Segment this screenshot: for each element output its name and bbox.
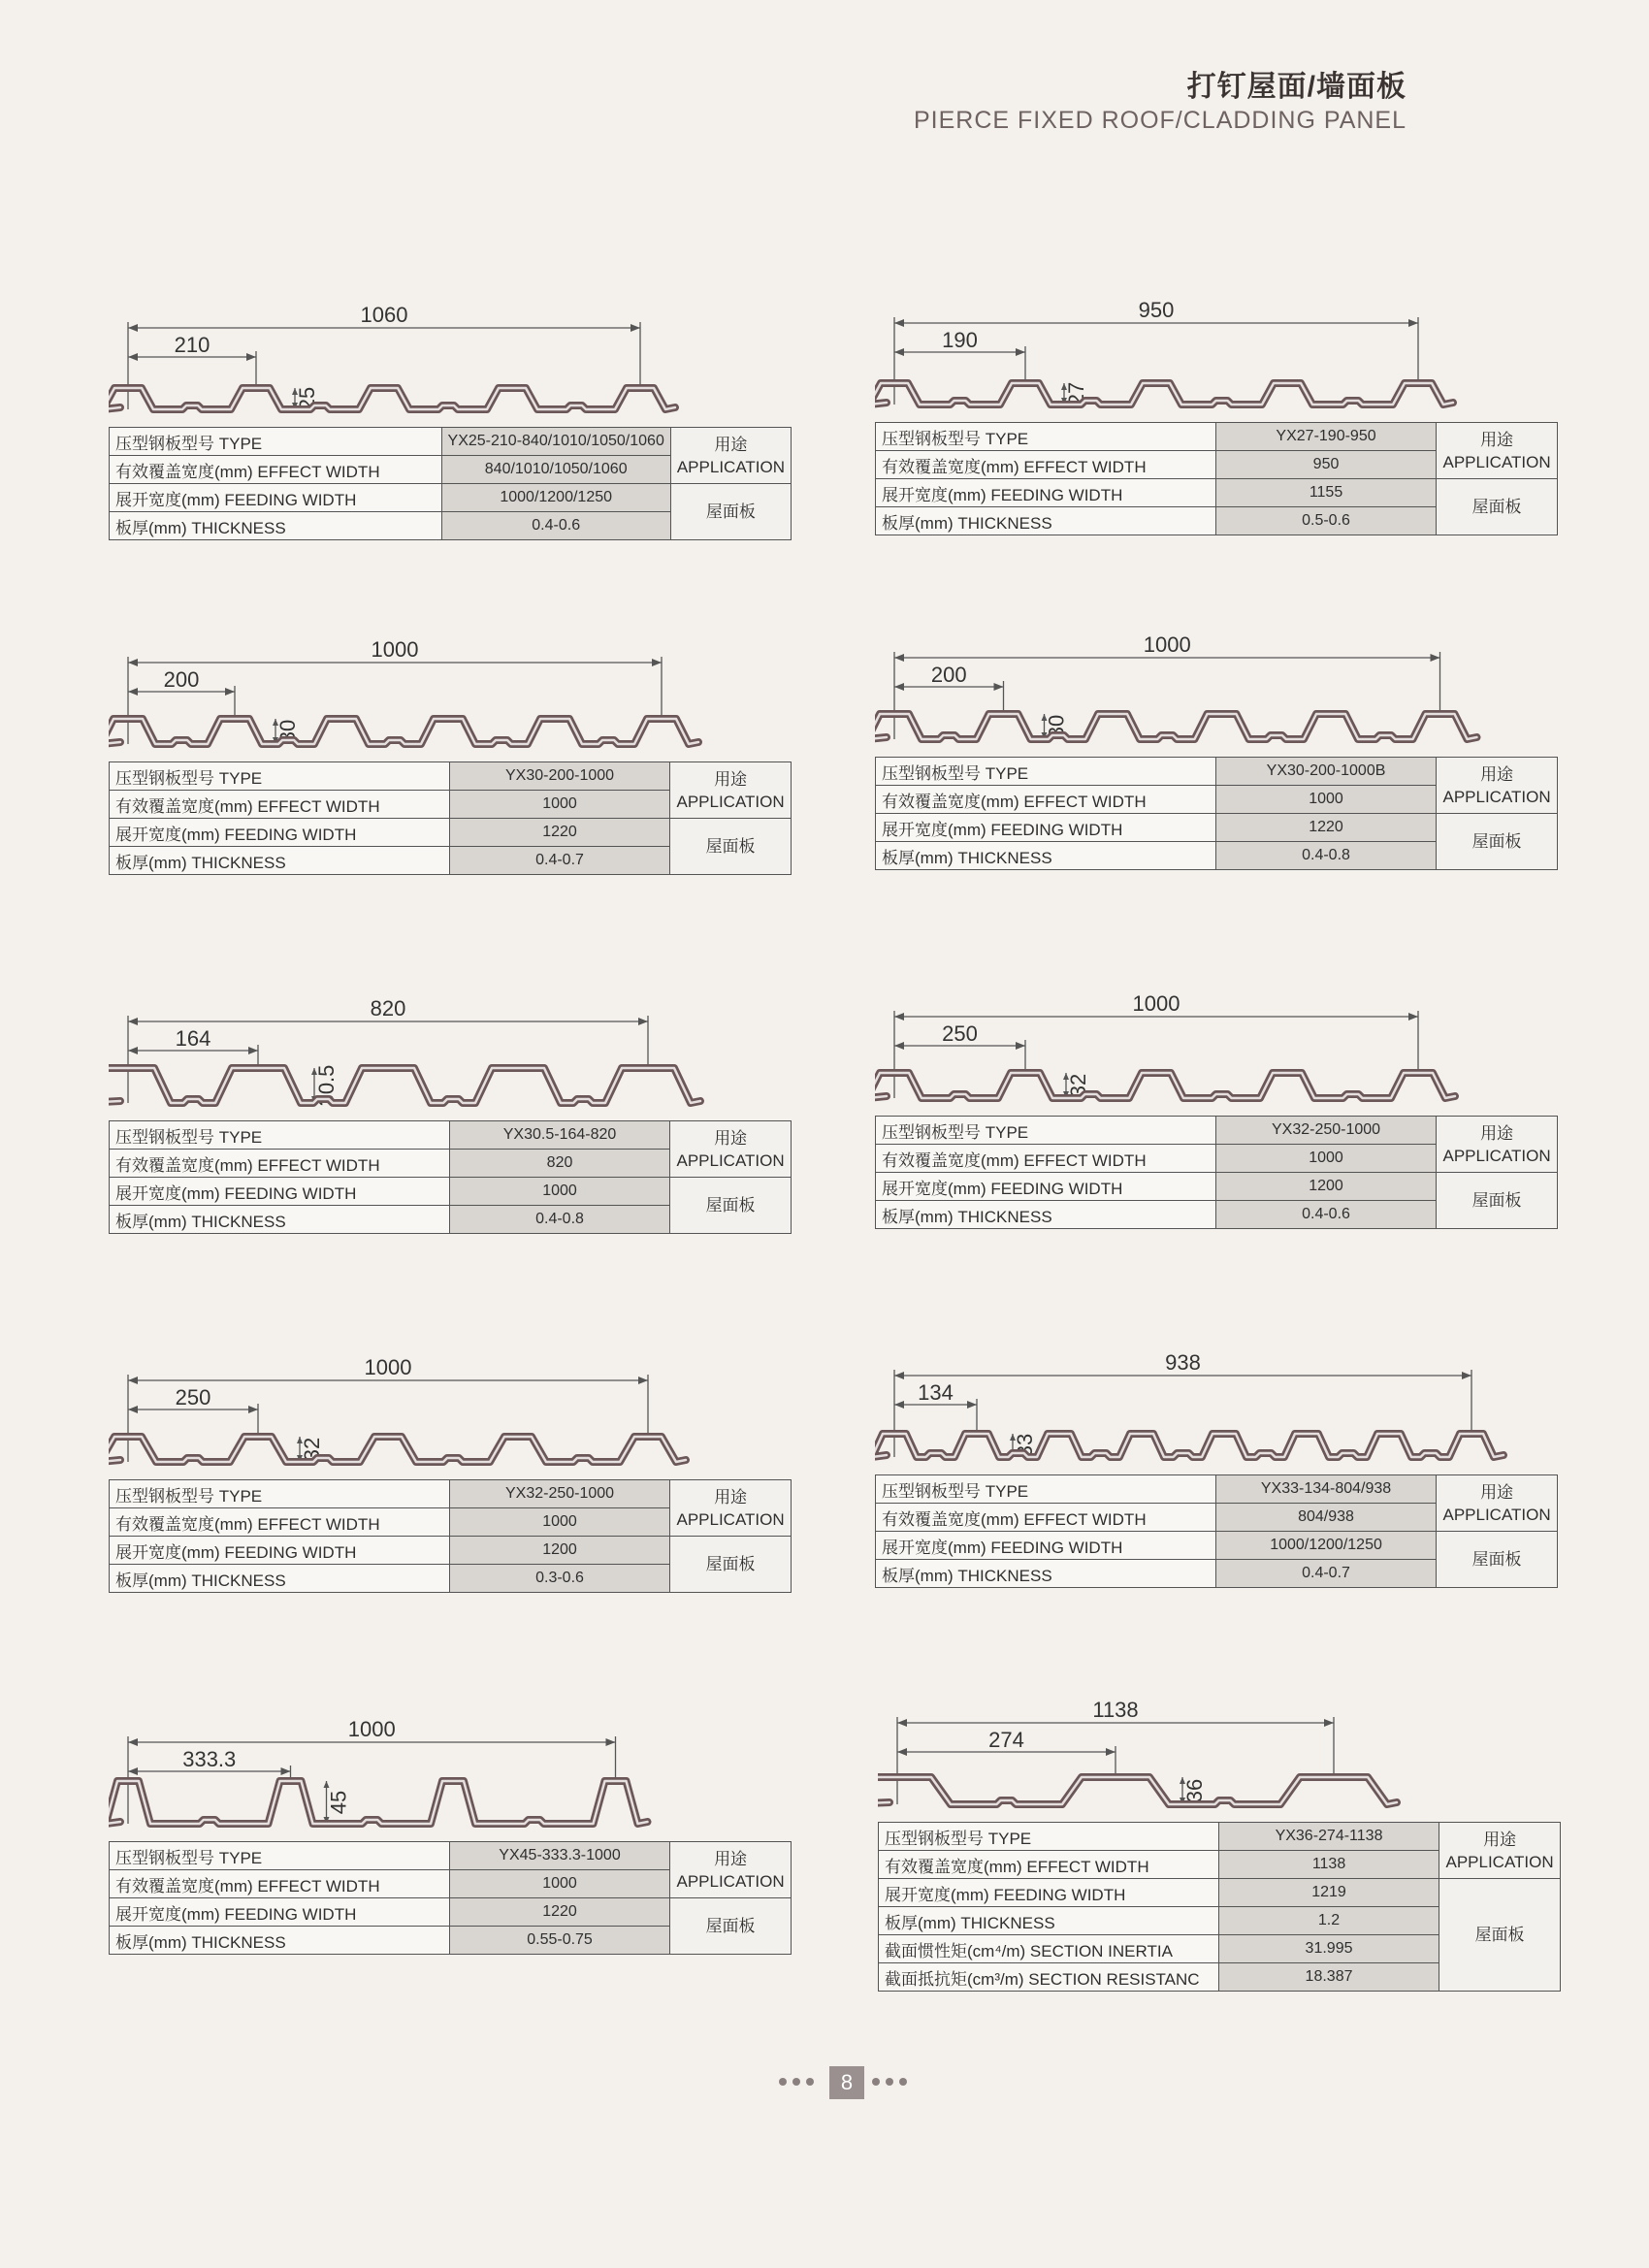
spec-value-effect: 1000 bbox=[449, 791, 669, 819]
spec-label-effect: 有效覆盖宽度(mm) EFFECT WIDTH bbox=[876, 1145, 1216, 1173]
application-value: 屋面板 bbox=[670, 819, 792, 875]
spec-value-feeding: 1000/1200/1250 bbox=[441, 484, 670, 512]
pitch-label: 274 bbox=[988, 1728, 1024, 1752]
spec-label-type: 压型钢板型号 TYPE bbox=[879, 1823, 1219, 1851]
spec-table bbox=[875, 757, 1558, 870]
height-label: 33 bbox=[1013, 1433, 1037, 1458]
spec-value-thickness: 0.4-0.7 bbox=[449, 847, 669, 875]
page-indicator bbox=[776, 2066, 912, 2099]
panel-spec-5 bbox=[109, 994, 797, 1234]
total-width-label: 1138 bbox=[1092, 1698, 1139, 1722]
pitch-label: 200 bbox=[163, 667, 200, 692]
spec-label-feeding: 展开宽度(mm) FEEDING WIDTH bbox=[110, 1898, 450, 1927]
spec-value-thickness: 1.2 bbox=[1218, 1907, 1439, 1935]
spec-label-feeding: 展开宽度(mm) FEEDING WIDTH bbox=[110, 819, 450, 847]
spec-row-feeding bbox=[110, 484, 792, 512]
application-label-cn: 用途 bbox=[714, 435, 748, 454]
spec-value-feeding: 1220 bbox=[1215, 814, 1436, 842]
spec-value-effect: 1138 bbox=[1218, 1851, 1439, 1879]
profile-drawing bbox=[875, 1348, 1564, 1474]
height-label: 25 bbox=[295, 386, 319, 411]
spec-table bbox=[109, 1841, 792, 1955]
panel-profile bbox=[878, 1777, 1397, 1804]
spec-row-feeding bbox=[876, 814, 1558, 842]
application-label-cn: 用途 bbox=[1480, 430, 1514, 449]
spec-label-thickness: 板厚(mm) THICKNESS bbox=[879, 1907, 1219, 1935]
spec-table bbox=[875, 1116, 1558, 1229]
panel-spec-1 bbox=[109, 301, 797, 540]
application-label-cn: 用途 bbox=[714, 769, 748, 789]
spec-row-type bbox=[876, 758, 1558, 786]
spec-value-effect: 1000 bbox=[1215, 1145, 1436, 1173]
profile-drawing bbox=[875, 296, 1564, 422]
spec-value-effect: 840/1010/1050/1060 bbox=[441, 456, 670, 484]
right-dots bbox=[869, 2078, 910, 2086]
application-label-cn: 用途 bbox=[1480, 1123, 1514, 1143]
application-value: 屋面板 bbox=[670, 1178, 792, 1234]
total-width-label: 1000 bbox=[371, 637, 419, 662]
spec-row-type bbox=[110, 762, 792, 791]
spec-label-type: 压型钢板型号 TYPE bbox=[110, 1480, 450, 1508]
spec-value-effect: 950 bbox=[1215, 451, 1436, 479]
application-value: 屋面板 bbox=[670, 1898, 792, 1955]
spec-label-type: 压型钢板型号 TYPE bbox=[876, 758, 1216, 786]
application-label-cn: 用途 bbox=[714, 1849, 748, 1868]
panel-profile bbox=[109, 1781, 648, 1824]
profile-drawing bbox=[109, 301, 797, 427]
spec-label-thickness: 板厚(mm) THICKNESS bbox=[876, 842, 1216, 870]
spec-value-type: YX30.5-164-820 bbox=[449, 1121, 669, 1150]
pitch-label: 333.3 bbox=[182, 1747, 237, 1771]
spec-label-type: 压型钢板型号 TYPE bbox=[110, 762, 450, 791]
spec-label-type: 压型钢板型号 TYPE bbox=[110, 1121, 450, 1150]
total-width-label: 1060 bbox=[360, 303, 408, 327]
spec-value-type: YX33-134-804/938 bbox=[1215, 1475, 1436, 1504]
panel-spec-4 bbox=[875, 631, 1564, 870]
spec-label-feeding: 展开宽度(mm) FEEDING WIDTH bbox=[110, 484, 442, 512]
total-dimension-line bbox=[894, 1370, 1471, 1457]
spec-label-feeding: 展开宽度(mm) FEEDING WIDTH bbox=[110, 1537, 450, 1565]
spec-label-thickness: 板厚(mm) THICKNESS bbox=[110, 1206, 450, 1234]
application-header bbox=[670, 762, 792, 819]
page-title-en: PIERCE FIXED ROOF/CLADDING PANEL bbox=[913, 107, 1406, 134]
panel-spec-9 bbox=[109, 1715, 797, 1955]
spec-label-effect: 有效覆盖宽度(mm) EFFECT WIDTH bbox=[110, 791, 450, 819]
spec-label-type: 压型钢板型号 TYPE bbox=[876, 423, 1216, 451]
spec-value-thickness: 0.4-0.6 bbox=[1215, 1201, 1436, 1229]
panel-spec-8 bbox=[875, 1348, 1564, 1588]
height-label: 30 bbox=[1044, 714, 1069, 739]
application-label-en: APPLICATION bbox=[676, 1150, 785, 1170]
spec-label-type: 压型钢板型号 TYPE bbox=[876, 1117, 1216, 1145]
spec-label-effect: 有效覆盖宽度(mm) EFFECT WIDTH bbox=[876, 1504, 1216, 1532]
spec-row-feeding bbox=[110, 1178, 792, 1206]
spec-label-thickness: 板厚(mm) THICKNESS bbox=[876, 507, 1216, 535]
spec-label-feeding: 展开宽度(mm) FEEDING WIDTH bbox=[876, 1532, 1216, 1560]
panel-spec-2 bbox=[875, 296, 1564, 535]
spec-value-feeding: 1000/1200/1250 bbox=[1215, 1532, 1436, 1560]
height-label: 32 bbox=[300, 1437, 324, 1462]
spec-table bbox=[875, 422, 1558, 535]
spec-label-resist: 截面抵抗矩(cm³/m) SECTION RESISTANC bbox=[879, 1963, 1219, 1992]
application-label-cn: 用途 bbox=[1480, 764, 1514, 784]
spec-label-thickness: 板厚(mm) THICKNESS bbox=[110, 1565, 450, 1593]
application-label-en: APPLICATION bbox=[676, 792, 785, 811]
height-label: 36 bbox=[1182, 1778, 1207, 1803]
spec-value-type: YX32-250-1000 bbox=[449, 1480, 669, 1508]
spec-value-feeding: 1200 bbox=[449, 1537, 669, 1565]
profile-drawing bbox=[109, 994, 797, 1120]
left-dots bbox=[776, 2078, 817, 2086]
total-width-label: 1000 bbox=[347, 1717, 396, 1741]
height-label: 27 bbox=[1064, 381, 1088, 406]
application-label-en: APPLICATION bbox=[1442, 452, 1551, 471]
total-width-label: 950 bbox=[1138, 298, 1175, 322]
height-label: 32 bbox=[1066, 1073, 1090, 1098]
application-label-en: APPLICATION bbox=[676, 457, 785, 476]
spec-label-type: 压型钢板型号 TYPE bbox=[876, 1475, 1216, 1504]
profile-drawing bbox=[878, 1696, 1567, 1822]
application-header bbox=[1439, 1823, 1561, 1879]
spec-label-feeding: 展开宽度(mm) FEEDING WIDTH bbox=[110, 1178, 450, 1206]
spec-label-feeding: 展开宽度(mm) FEEDING WIDTH bbox=[876, 479, 1216, 507]
spec-row-type bbox=[879, 1823, 1561, 1851]
page-title-cn: 打钉屋面/墙面板 bbox=[1186, 71, 1406, 103]
spec-value-effect: 804/938 bbox=[1215, 1504, 1436, 1532]
application-label-cn: 用途 bbox=[1483, 1830, 1517, 1849]
spec-value-type: YX30-200-1000B bbox=[1215, 758, 1436, 786]
profile-drawing bbox=[875, 631, 1564, 757]
application-value: 屋面板 bbox=[1437, 479, 1558, 535]
spec-value-feeding: 1155 bbox=[1215, 479, 1436, 507]
spec-row-feeding bbox=[110, 1537, 792, 1565]
spec-label-effect: 有效覆盖宽度(mm) EFFECT WIDTH bbox=[876, 451, 1216, 479]
spec-value-type: YX32-250-1000 bbox=[1215, 1117, 1436, 1145]
profile-drawing bbox=[109, 1353, 797, 1479]
application-label-en: APPLICATION bbox=[676, 1509, 785, 1529]
spec-value-thickness: 0.4-0.6 bbox=[441, 512, 670, 540]
profile-drawing bbox=[109, 635, 797, 761]
pitch-label: 134 bbox=[918, 1380, 954, 1405]
application-header bbox=[1437, 758, 1558, 814]
page-number: 8 bbox=[829, 2066, 864, 2099]
spec-row-type bbox=[110, 1121, 792, 1150]
spec-label-effect: 有效覆盖宽度(mm) EFFECT WIDTH bbox=[110, 1870, 450, 1898]
spec-value-thickness: 0.4-0.8 bbox=[449, 1206, 669, 1234]
application-value: 屋面板 bbox=[1437, 1532, 1558, 1588]
pitch-label: 200 bbox=[930, 663, 967, 687]
total-width-label: 1000 bbox=[1143, 632, 1191, 657]
spec-value-type: YX27-190-950 bbox=[1215, 423, 1436, 451]
application-value: 屋面板 bbox=[1439, 1879, 1561, 1992]
application-header bbox=[1437, 1475, 1558, 1532]
spec-label-thickness: 板厚(mm) THICKNESS bbox=[876, 1201, 1216, 1229]
application-value: 屋面板 bbox=[670, 1537, 792, 1593]
application-value: 屋面板 bbox=[1437, 1173, 1558, 1229]
height-label: 45 bbox=[326, 1790, 351, 1815]
panel-spec-3 bbox=[109, 635, 797, 875]
application-label-en: APPLICATION bbox=[1442, 1146, 1551, 1165]
spec-table bbox=[109, 427, 792, 540]
total-width-label: 820 bbox=[370, 996, 406, 1021]
spec-value-feeding: 1000 bbox=[449, 1178, 669, 1206]
spec-row-type bbox=[876, 1475, 1558, 1504]
spec-row-type bbox=[110, 1480, 792, 1508]
spec-row-feeding bbox=[876, 1532, 1558, 1560]
application-label-en: APPLICATION bbox=[1442, 1505, 1551, 1524]
spec-label-thickness: 板厚(mm) THICKNESS bbox=[110, 512, 442, 540]
height-label: 30.5 bbox=[314, 1064, 339, 1107]
spec-table bbox=[109, 761, 792, 875]
spec-value-effect: 1000 bbox=[449, 1508, 669, 1537]
spec-value-feeding: 1200 bbox=[1215, 1173, 1436, 1201]
application-header bbox=[670, 1480, 792, 1537]
spec-value-type: YX36-274-1138 bbox=[1218, 1823, 1439, 1851]
spec-value-thickness: 0.4-0.8 bbox=[1215, 842, 1436, 870]
total-dimension-line bbox=[128, 657, 662, 744]
spec-row-type bbox=[876, 423, 1558, 451]
spec-label-thickness: 板厚(mm) THICKNESS bbox=[110, 847, 450, 875]
total-width-label: 1000 bbox=[1132, 991, 1180, 1016]
spec-row-feeding bbox=[876, 1173, 1558, 1201]
spec-label-type: 压型钢板型号 TYPE bbox=[110, 1842, 450, 1870]
spec-value-thickness: 0.3-0.6 bbox=[449, 1565, 669, 1593]
spec-label-feeding: 展开宽度(mm) FEEDING WIDTH bbox=[876, 814, 1216, 842]
spec-label-thickness: 板厚(mm) THICKNESS bbox=[876, 1560, 1216, 1588]
pitch-label: 164 bbox=[175, 1026, 211, 1051]
application-label-en: APPLICATION bbox=[1442, 787, 1551, 806]
spec-table bbox=[109, 1479, 792, 1593]
application-label-cn: 用途 bbox=[714, 1487, 748, 1507]
application-header bbox=[670, 428, 791, 484]
spec-label-effect: 有效覆盖宽度(mm) EFFECT WIDTH bbox=[110, 456, 442, 484]
panel-spec-10 bbox=[878, 1696, 1567, 1992]
spec-value-type: YX30-200-1000 bbox=[449, 762, 669, 791]
spec-label-effect: 有效覆盖宽度(mm) EFFECT WIDTH bbox=[110, 1150, 450, 1178]
spec-row-feeding bbox=[876, 479, 1558, 507]
application-label-cn: 用途 bbox=[1480, 1482, 1514, 1502]
spec-value-feeding: 1220 bbox=[449, 1898, 669, 1927]
spec-label-effect: 有效覆盖宽度(mm) EFFECT WIDTH bbox=[876, 786, 1216, 814]
application-label-en: APPLICATION bbox=[1445, 1852, 1554, 1871]
total-width-label: 1000 bbox=[364, 1355, 412, 1379]
profile-drawing bbox=[875, 989, 1564, 1116]
spec-row-type bbox=[110, 1842, 792, 1870]
spec-value-effect: 1000 bbox=[449, 1870, 669, 1898]
application-header bbox=[1437, 1117, 1558, 1173]
application-header bbox=[1437, 423, 1558, 479]
spec-label-inertia: 截面惯性矩(cm⁴/m) SECTION INERTIA bbox=[879, 1935, 1219, 1963]
panel-profile bbox=[109, 1068, 700, 1103]
spec-value-type: YX25-210-840/1010/1050/1060 bbox=[441, 428, 670, 456]
spec-row-type bbox=[876, 1117, 1558, 1145]
spec-value-type: YX45-333.3-1000 bbox=[449, 1842, 669, 1870]
pitch-label: 250 bbox=[175, 1385, 211, 1409]
spec-value-effect: 1000 bbox=[1215, 786, 1436, 814]
spec-label-effect: 有效覆盖宽度(mm) EFFECT WIDTH bbox=[110, 1508, 450, 1537]
spec-value-feeding: 1219 bbox=[1218, 1879, 1439, 1907]
pitch-label: 190 bbox=[942, 328, 978, 352]
spec-table bbox=[109, 1120, 792, 1234]
application-value: 屋面板 bbox=[670, 484, 791, 540]
spec-row-feeding bbox=[879, 1879, 1561, 1907]
application-header bbox=[670, 1842, 792, 1898]
spec-row-feeding bbox=[110, 1898, 792, 1927]
height-label: 30 bbox=[275, 719, 300, 744]
spec-value-resist: 18.387 bbox=[1218, 1963, 1439, 1992]
total-width-label: 938 bbox=[1165, 1350, 1201, 1375]
spec-value-feeding: 1220 bbox=[449, 819, 669, 847]
application-value: 屋面板 bbox=[1437, 814, 1558, 870]
spec-label-feeding: 展开宽度(mm) FEEDING WIDTH bbox=[879, 1879, 1219, 1907]
spec-row-feeding bbox=[110, 819, 792, 847]
spec-label-effect: 有效覆盖宽度(mm) EFFECT WIDTH bbox=[879, 1851, 1219, 1879]
pitch-label: 250 bbox=[942, 1021, 978, 1046]
profile-drawing bbox=[109, 1715, 797, 1841]
spec-label-feeding: 展开宽度(mm) FEEDING WIDTH bbox=[876, 1173, 1216, 1201]
application-header bbox=[670, 1121, 792, 1178]
spec-value-inertia: 31.995 bbox=[1218, 1935, 1439, 1963]
pitch-label: 210 bbox=[174, 333, 210, 357]
spec-label-type: 压型钢板型号 TYPE bbox=[110, 428, 442, 456]
spec-table bbox=[875, 1474, 1558, 1588]
spec-row-type bbox=[110, 428, 792, 456]
page-header bbox=[914, 62, 1406, 135]
application-label-cn: 用途 bbox=[714, 1128, 748, 1148]
spec-value-thickness: 0.4-0.7 bbox=[1215, 1560, 1436, 1588]
spec-table bbox=[878, 1822, 1561, 1992]
spec-value-thickness: 0.5-0.6 bbox=[1215, 507, 1436, 535]
panel-spec-6 bbox=[875, 989, 1564, 1229]
total-dimension-line bbox=[894, 652, 1440, 739]
panel-spec-7 bbox=[109, 1353, 797, 1593]
application-label-en: APPLICATION bbox=[676, 1871, 785, 1891]
spec-value-thickness: 0.55-0.75 bbox=[449, 1927, 669, 1955]
spec-label-thickness: 板厚(mm) THICKNESS bbox=[110, 1927, 450, 1955]
spec-value-effect: 820 bbox=[449, 1150, 669, 1178]
